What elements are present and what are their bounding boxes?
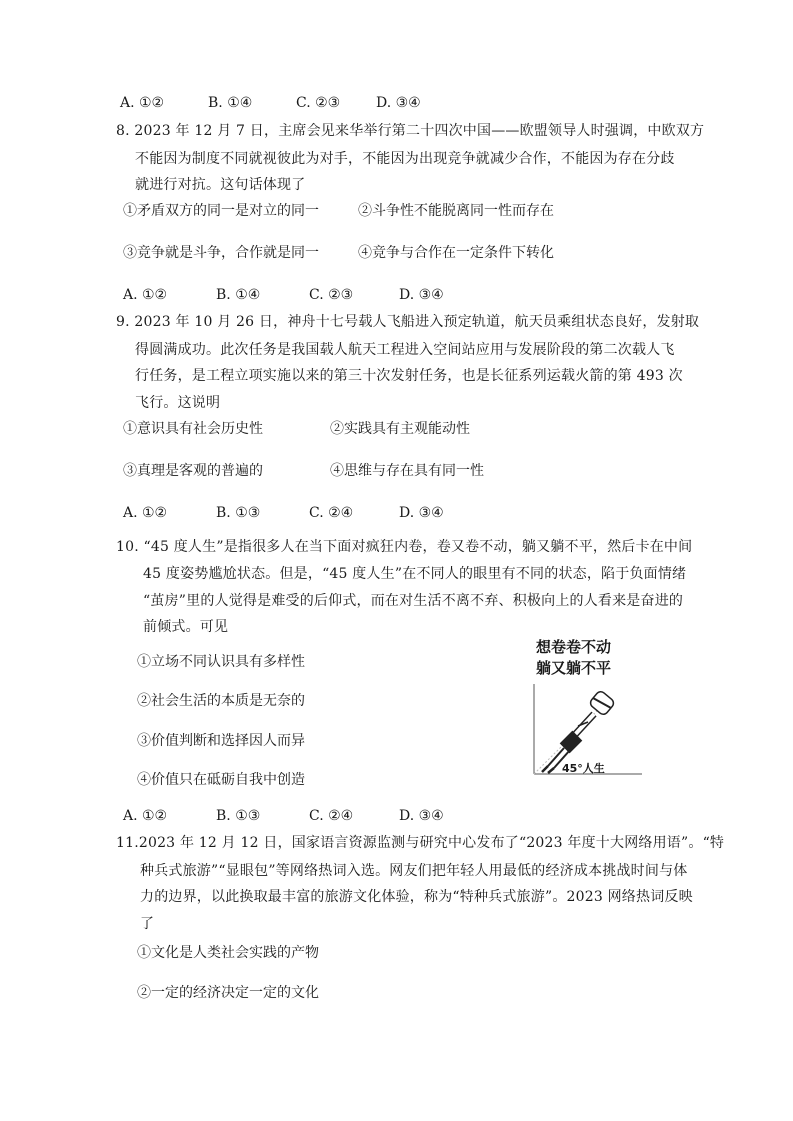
figure-caption-line-1: 想卷卷不动 bbox=[536, 638, 612, 656]
q7-option-c: C. ②③ bbox=[296, 95, 341, 111]
q9-stem-line-4: 飞行。这说明 bbox=[135, 395, 221, 411]
q9-stem-line-1: 9. 2023 年 10 月 26 日，神舟十七号载人飞船进入预定轨道，航天员乘组状态良好，发射取 bbox=[116, 314, 700, 330]
q9-option-b: B. ①③ bbox=[216, 505, 261, 521]
q8-stem-line-1: 8. 2023 年 12 月 7 日，主席会见来华举行第二十四次中国——欧盟领导人时强调，中欧双方 bbox=[116, 123, 705, 139]
q10-statement-3: ③价值判断和选择因人而异 bbox=[137, 733, 305, 749]
q9-option-d: D. ③④ bbox=[399, 505, 444, 521]
q10-option-a: A. ①② bbox=[123, 808, 168, 824]
q8-stem-line-3: 就进行对抗。这句话体现了 bbox=[135, 177, 306, 193]
figure-caption-line-2: 躺又躺不平 bbox=[536, 659, 612, 677]
q9-statement-1: ①意识具有社会历史性 bbox=[123, 421, 263, 437]
q11-stem-line-1: 11.2023 年 12 月 12 日，国家语言资源监测与研究中心发布了“2023 年度十大网络用语”。“特 bbox=[116, 835, 725, 851]
q9-statement-2: ②实践具有主观能动性 bbox=[330, 421, 470, 437]
q10-stem-line-2: 45 度姿势尴尬状态。但是，“45 度人生”在不同人的眼里有不同的状态，陷于负面情绪 bbox=[143, 566, 687, 582]
q10-statement-2: ②社会生活的本质是无奈的 bbox=[137, 693, 305, 709]
q11-stem-line-4: 了 bbox=[140, 916, 155, 932]
q11-statement-2: ②一定的经济决定一定的文化 bbox=[137, 985, 319, 1001]
q10-statement-4: ④价值只在砥砺自我中创造 bbox=[137, 772, 305, 788]
q9-option-a: A. ①② bbox=[123, 505, 168, 521]
q11-stem-line-2: 种兵式旅游”“显眼包”等网络热词入选。网友们把年轻人用最低的经济成本挑战时间与体 bbox=[140, 863, 688, 879]
q9-stem-line-3: 行任务，是工程立项实施以来的第三十次发射任务，也是长征系列运载火箭的第 493 次 bbox=[135, 368, 683, 384]
q8-statement-1: ①矛盾双方的同一是对立的同一 bbox=[123, 203, 319, 219]
q8-statement-2: ②斗争性不能脱离同一性而存在 bbox=[358, 203, 554, 219]
q9-options bbox=[123, 503, 444, 523]
q10-options bbox=[123, 806, 444, 826]
q10-stem-line-4: 前倾式。可见 bbox=[143, 619, 229, 635]
q10-option-c: C. ②④ bbox=[309, 808, 354, 824]
q10-statement-1: ①立场不同认识具有多样性 bbox=[137, 654, 305, 670]
q10-figure-45-degree-life bbox=[522, 632, 648, 780]
q11-stem-line-3: 力的边界，以此换取最丰富的旅游文化体验，称为“特种兵式旅游”。2023 网络热词反映 bbox=[140, 889, 693, 905]
q8-statement-3: ③竞争就是斗争，合作就是同一 bbox=[123, 245, 319, 261]
q11-statement-1: ①文化是人类社会实践的产物 bbox=[137, 945, 319, 961]
figure-label-45-degree: 45°人生 bbox=[562, 762, 605, 775]
q7-option-b: B. ①④ bbox=[208, 95, 253, 111]
q10-option-b: B. ①③ bbox=[216, 808, 261, 824]
q9-option-c: C. ②④ bbox=[309, 505, 354, 521]
q8-option-c: C. ②③ bbox=[309, 287, 354, 303]
q8-option-a: A. ①② bbox=[123, 287, 168, 303]
q10-stem-line-3: “茧房”里的人觉得是难受的后仰式，而在对生活不离不弃、积极向上的人看来是奋进的 bbox=[143, 593, 684, 609]
q7-option-a: A. ①② bbox=[120, 95, 165, 111]
q8-stem-line-2: 不能因为制度不同就视彼此为对手，不能因为出现竞争就减少合作，不能因为存在分歧 bbox=[135, 151, 675, 167]
q9-statement-3: ③真理是客观的普遍的 bbox=[123, 463, 263, 479]
q8-option-d: D. ③④ bbox=[399, 287, 444, 303]
q9-stem-line-2: 得圆满成功。此次任务是我国载人航天工程进入空间站应用与发展阶段的第二次载人飞 bbox=[135, 342, 675, 358]
q7-option-d: D. ③④ bbox=[376, 95, 421, 111]
q10-stem-line-1: 10. “45 度人生”是指很多人在当下面对疯狂内卷，卷又卷不动，躺又躺不平，然后卡在中间 bbox=[116, 539, 693, 555]
q7-options bbox=[120, 93, 421, 113]
q8-option-b: B. ①④ bbox=[216, 287, 261, 303]
q8-statement-4: ④竞争与合作在一定条件下转化 bbox=[358, 245, 554, 261]
q9-statement-4: ④思维与存在具有同一性 bbox=[330, 463, 484, 479]
q8-options bbox=[123, 285, 444, 305]
q10-option-d: D. ③④ bbox=[399, 808, 444, 824]
